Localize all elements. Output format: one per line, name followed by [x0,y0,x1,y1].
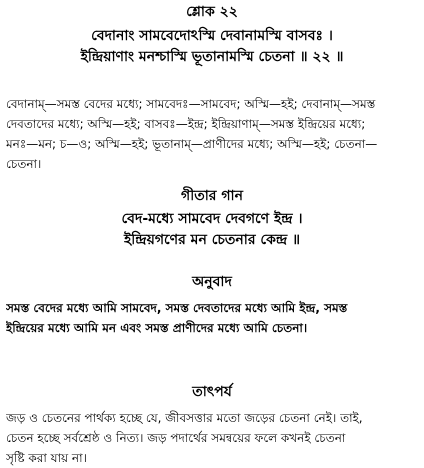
sloka-number-text: শ্লোক ২২ [186,4,238,20]
sanskrit-verse [0,26,424,68]
translation-line-1: সমস্ত বেদের মধ্যে আমি সামবেদ, সমস্ত দেবতাদের মধ্যে আমি ইন্দ্র, সমস্ত [6,301,348,315]
synonyms-paragraph [0,94,424,174]
sloka-number [0,2,424,22]
translation-heading-text: অনুবাদ [192,274,232,290]
sanskrit-line-2: ইন্দ্রিয়াণাং মনশ্চাস্মি ভূতানামস্মি চেতনা ॥ ২২ ॥ [80,49,344,65]
translation-paragraph [0,298,424,338]
purport-heading-text: তাৎপর্য [192,384,232,400]
purport-heading [0,382,424,402]
sanskrit-line-1: বেদানাং সামবেদোঽস্মি দেবানামস্মি বাসবঃ । [91,28,333,44]
translation-heading [0,272,424,292]
gita-verse [0,209,424,251]
gita-heading [0,186,424,206]
purport-line-1: জড় ও চেতনের পার্থক্য হচ্ছে যে, জীবসত্তার মতো জড়ের চেতনা নেই। তাই, [6,411,363,425]
synonyms-line-1: বেদানাম্—সমস্ত বেদের মধ্যে; সামবেদঃ—সামবেদ; অস্মি—হই; দেবানাম্—সমস্ত [6,97,376,111]
gita-verse-line-2: ইন্দ্রিয়গণের মন চেতনার কেন্দ্র ॥ [123,232,301,248]
purport-line-3: সৃষ্টি করা যায় না। [6,451,87,465]
synonyms-line-2: দেবতাদের মধ্যে; অস্মি—হই; বাসবঃ—ইন্দ্র; ইন্দ্রিয়াণাম্—সমস্ত ইন্দ্রিয়ের মধ্যে; [6,117,366,131]
gita-heading-text: গীতার গান [181,188,243,204]
purport-paragraph [0,408,424,468]
gita-verse-line-1: বেদ-মধ্যে সামবেদ দেবগণে ইন্দ্র । [121,211,303,227]
synonyms-line-3: মনঃ—মন; চ—ও; অস্মি—হই; ভূতানাম্—প্রাণীদের মধ্যে; অস্মি—হই; চেতনা— [6,137,378,151]
purport-line-2: চেতন হচ্ছে সর্বশ্রেষ্ঠ ও নিত্য। জড় পদার্থের সমন্বয়ের ফলে কখনই চেতনা [6,431,346,445]
translation-line-2: ইন্দ্রিয়ের মধ্যে আমি মন এবং সমস্ত প্রাণীদের মধ্যে আমি চেতনা। [6,321,308,335]
synonyms-line-4: চেতনা। [6,157,42,171]
